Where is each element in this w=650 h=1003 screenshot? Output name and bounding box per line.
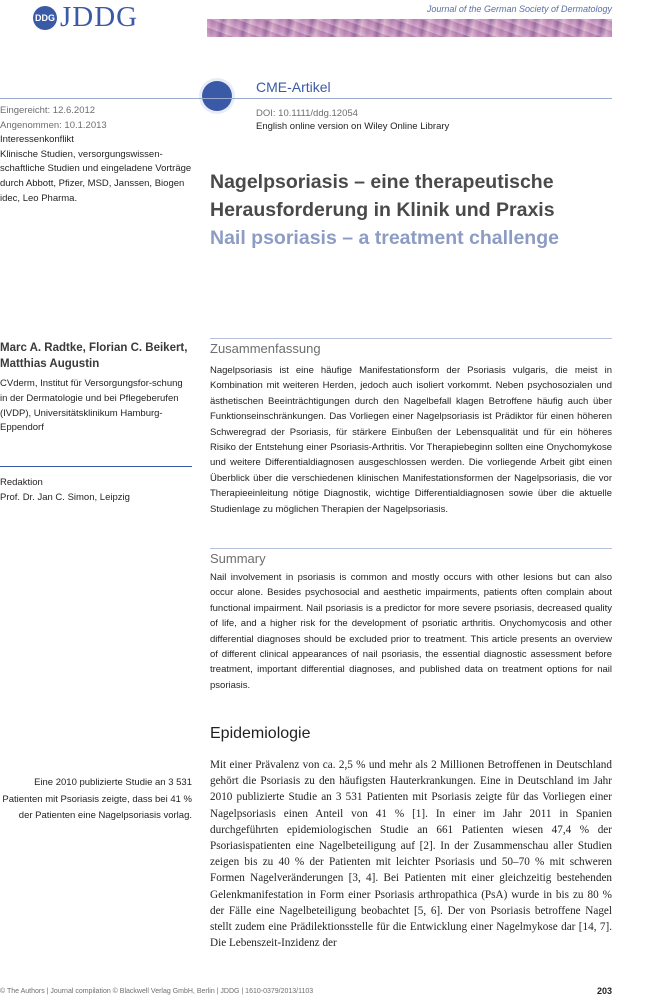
- jddg-logo-text: JDDG: [60, 1, 139, 33]
- journal-name: Journal of the German Society of Dermatology: [426, 4, 612, 14]
- redaktion-heading: Redaktion: [0, 477, 43, 488]
- left-divider: [0, 466, 192, 467]
- summary-text: Nail involvement in psoriasis is common and mostly occurs with other lesions but can also occur alone. Besides psychosocial and aesthetic impairments, patients often complain about functional impairment. Nail psoriasis is a predictor for more severe psoriasis, decreased quality of life, and a higher risk for the development of psoriatic arthritis. Onychomycosis and other differential diagnoses should be excluded prior to treatment. This article presents an overview of different clinical appearances of nail psoriasis, the essential diagnostic assessment before treatment, important differential diagnoses, and published data on treatment options for nail psoriasis.: [210, 572, 612, 691]
- zusammenfassung-text: Nagelpsoriasis ist eine häufige Manifestationsform der Psoriasis vulgaris, die meist in Kombination mit weiteren Herden, jedoch auch isoliert vorkommt. Neben psychosozialen und ästhetischen Beeinträchtigungen durch den Nagelbefall klagen Betroffene häufig auch über Funktionseinschränkungen. Das Vorliegen einer Nagelpsoriasis ist Prädiktor für einen höheren Schweregrad der Psoriasis, für stärkere Einbußen der Lebensqualität und für ein höheres Risiko der Entstehung einer Psoriasis-Arthritis. Vor Therapiebeginn sollten eine Onychomykose und weitere Differentialdiagnosen ausgeschlossen werden. Die vorliegende Arbeit gibt einen Überblick über die verschiedenen klinischen Manifestationsformen der Nagelpsoriasis, die vor Therapieeinleitung nötige Diagnostik, wichtige Differentialdiagnosen sowie über die aktuelle Studienlage zu möglichen Therapien der Nagelpsoriasis.: [210, 365, 612, 515]
- page-number: 203: [596, 986, 612, 996]
- cme-label: CME-Artikel: [256, 79, 331, 95]
- online-version-note: English online version on Wiley Online Library: [256, 121, 450, 132]
- redaktion-name: Prof. Dr. Jan C. Simon, Leipzig: [0, 491, 130, 503]
- conflict-text: Klinische Studien, versorgungswissen-schaftliche Studien und eingeladene Vorträge durch Abbott, Pfizer, MSD, Janssen, Biogen idec, Leo Pharma.: [0, 148, 192, 204]
- copyright-footer: © The Authors | Journal compilation © Blackwell Verlag GmbH, Berlin | JDDG | 1610-0379/2013/1103: [0, 988, 314, 995]
- title-en: Nail psoriasis – a treatment challenge: [210, 227, 559, 249]
- author-names: Marc A. Radtke, Florian C. Beikert, Matthias Augustin: [0, 342, 188, 370]
- article-title: [210, 168, 610, 252]
- author-affiliation: CVderm, Institut für Versorgungsfor-schung in der Dermatologie und bei Pflegeberufen (IVDP), Universitätsklinikum Hamburg-Eppendorf: [0, 378, 183, 434]
- abstract-top-rule: [210, 338, 612, 339]
- epidemiology-heading: Epidemiologie: [210, 725, 311, 742]
- conflict-heading: Interessenkonflikt: [0, 134, 74, 146]
- header-divider: [0, 98, 612, 99]
- summary-top-rule: [210, 548, 612, 549]
- cme-dot-icon: [202, 81, 232, 111]
- pull-quote: Eine 2010 publizierte Studie an 3 531 Patienten mit Psoriasis zeigte, dass bei 41 % der Patienten eine Nagelpsoriasis vorlag.: [2, 777, 192, 821]
- header-banner-image: [207, 19, 612, 37]
- accepted-date: Angenommen: 10.1.2013: [0, 119, 107, 131]
- jddg-logo-mark: DDG: [33, 6, 57, 30]
- zusammenfassung-heading: Zusammenfassung: [210, 341, 321, 356]
- received-date: Eingereicht: 12.6.2012: [0, 105, 96, 116]
- summary-heading: Summary: [210, 551, 266, 566]
- title-de-line1: Nagelpsoriasis – eine therapeutische: [210, 171, 554, 193]
- doi[interactable]: DOI: 10.1111/ddg.12054: [256, 108, 358, 119]
- epidemiology-text: Mit einer Prävalenz von ca. 2,5 % und mehr als 2 Millionen Betroffenen in Deutschland gehört die Psoriasis zu den häufigsten Hauterkrankungen. Eine in Deutschland im Jahr 2010 publizierte Studie an 3 531 Patienten mit Psoriasis zeigte für das Vorliegen einer Nagelpsoriasis einen Anteil von 41 % [1]. In einer im Jahr 2011 in Spanien durchgeführten epidemiologischen Studie an 661 Patienten wiesen 47,4 % der Psoriasispatienten eine Nagelbeteiligung auf [2]. In der Zusammenschau aller Studien zeigen bis zu 40 % der Patienten mit leichter Psoriasis und 50–70 % mit schweren Formen Nagelveränderungen [3, 4]. Bei Patienten mit einer gleichzeitig bestehenden Gelenkmanifestation in Form einer Psoriasis arthropathica (PsA) wurde in bis zu 80 % der Fälle eine Nagelbeteiligung beobachtet [5, 6]. Der von Psoriasis betroffene Nagel stellt zudem eine Prädilektionsstelle für die Entwicklung einer Nagelmykose dar [14, 7]. Die Lebenszeit-Inzidenz der: [210, 759, 612, 950]
- submission-meta: [0, 104, 192, 206]
- redaktion-block: [0, 476, 192, 506]
- title-de-line2: Herausforderung in Klinik und Praxis: [210, 199, 555, 221]
